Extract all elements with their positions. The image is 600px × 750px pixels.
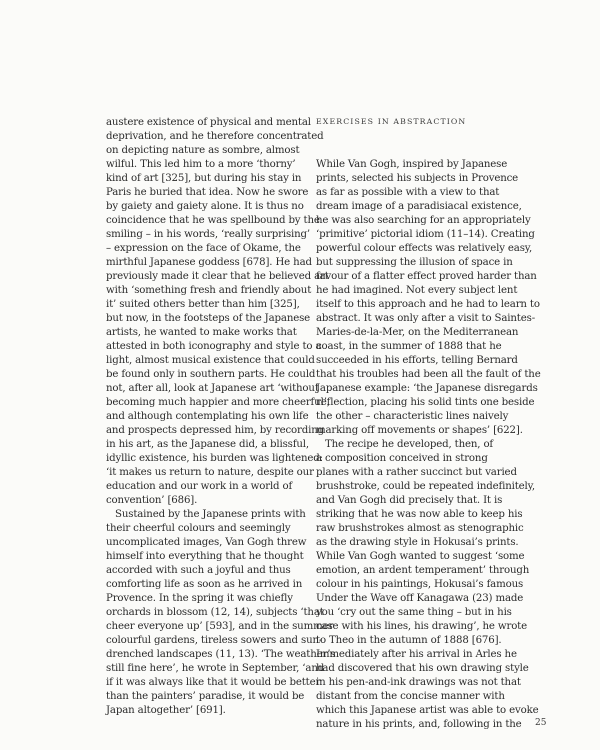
text-line: idyllic existence, his burden was lightened: [106,453,323,464]
text-line: distant from the concise manner with [316,691,505,702]
text-line: Immediately after his arrival in Arles he [316,649,517,660]
text-line: mirthful Japanese goddess [678]. He had [106,257,312,268]
text-line: austere existence of physical and mental [106,117,311,128]
text-line: attested in both iconography and style to a [106,341,322,352]
text-line: their cheerful colours and seemingly [106,523,291,534]
text-line: nature in his prints, and, following in the [316,719,522,730]
text-line: but suppressing the illusion of space in [316,257,513,268]
text-line: Sustained by the Japanese prints with [115,509,306,520]
text-line: case with his lines, his drawing’, he wrote [316,621,527,632]
text-line: and prospects depressed him, by recording [106,425,324,436]
text-line: if it was always like that it would be better [106,677,321,688]
text-line: smiling – in his words, ‘really surprising’ [106,229,310,240]
text-line: a composition conceived in strong [316,453,488,464]
text-line: he had imagined. Not every subject lent [316,285,518,296]
text-line: coincidence that he was spellbound by the [106,215,320,226]
text-line: but now, in the footsteps of the Japanese [106,313,311,324]
text-line: planes with a rather succinct but varied [316,467,517,478]
text-line: as the drawing style in Hokusai’s prints. [316,537,519,548]
text-line: himself into everything that he thought [106,551,304,562]
text-line: be found only in southern parts. He could [106,369,316,380]
text-line: deprivation, and he therefore concentrated [106,131,324,142]
text-line: light, almost musical existence that could [106,355,315,366]
text-line: the other – characteristic lines naively [316,411,509,422]
text-line: orchards in blossom (12, 14), subjects ‘that [106,607,324,618]
text-line: While Van Gogh, inspired by Japanese [316,159,508,170]
text-line: it’ suited others better than him [325], [106,299,300,310]
text-line: as far as possible with a view to that [316,187,500,198]
text-line: succeeded in his efforts, telling Bernard [316,355,518,366]
text-line: colourful gardens, tireless sowers and sun- [106,635,323,646]
text-line: not, after all, look at Japanese art ‘without [106,383,319,394]
text-line: previously made it clear that he believed art [106,271,329,282]
text-line: uncomplicated images, Van Gogh threw [106,537,307,548]
text-line: than the painters’ paradise, it would be [106,691,305,702]
text-line: artists, he wanted to make works that [106,327,297,338]
text-line: raw brushstrokes almost as stenographic [316,523,524,534]
text-line: Japanese example: ‘the Japanese disregards [316,383,538,394]
text-line: coast, in the summer of 1888 that he [316,341,502,352]
text-line: Maries-de-la-Mer, on the Mediterranean [316,327,519,338]
text-line: colour in his paintings, Hokusai’s famous [316,579,524,590]
text-line: drenched landscapes (11, 13). ‘The weather’s [106,649,336,660]
text-line: still fine here’, he wrote in September, ‘and [106,663,325,674]
text-line: abstract. It was only after a visit to Saintes- [316,313,536,324]
text-line: education and our work in a world of [106,481,293,492]
text-line: brushstroke, could be repeated indefinitely, [316,481,535,492]
text-line: emotion, an ardent temperament’ through [316,565,530,576]
text-line: powerful colour effects was relatively easy, [316,243,533,254]
text-line: The recipe he developed, then, of [325,439,494,450]
text-line: Under the Wave off Kanagawa (23) made [316,593,524,604]
text-line: with ‘something fresh and friendly about [106,285,312,296]
text-line: marking off movements or shapes’ [622]. [316,425,523,436]
text-line: kind of art [325], but during his stay in [106,173,302,184]
text-line: dream image of a paradisiacal existence, [316,201,522,212]
text-line: to Theo in the autumn of 1888 [676]. [316,635,502,646]
text-line: ‘it makes us return to nature, despite our [106,467,314,478]
text-line: Provence. In the spring it was chiefly [106,593,293,604]
text-line: striking that he was now able to keep his [316,509,523,520]
text-line: comforting life as soon as he arrived in [106,579,303,590]
section-heading: EXERCISES IN ABSTRACTION [316,117,467,126]
text-line: cheer everyone up’ [593], and in the summer [106,621,334,632]
text-line: prints, selected his subjects in Provence [316,173,519,184]
text-line: itself to this approach and he had to learn to [316,299,540,310]
text-line: becoming much happier and more cheerful’, [106,397,330,408]
text-line: and although contemplating his own life [106,411,309,422]
text-line: had discovered that his own drawing style [316,663,529,674]
text-line: by gaiety and gaiety alone. It is thus no [106,201,304,212]
text-line: wilful. This led him to a more ‘thorny’ [106,159,296,170]
text-line: – expression on the face of Okame, the [106,243,301,254]
text-line: Paris he buried that idea. Now he swore [106,187,309,198]
text-line: on depicting nature as sombre, almost [106,145,300,156]
text-line: he was also searching for an appropriately [316,215,531,226]
text-line: in his art, as the Japanese did, a blissful, [106,439,309,450]
text-line: that his troubles had been all the fault of the [316,369,541,380]
text-line: ‘primitive’ pictorial idiom (11–14). Creating [316,229,535,240]
text-line: reflection, placing his solid tints one beside [316,397,535,408]
text-line: favour of a flatter effect proved harder than [316,271,537,282]
text-line: While Van Gogh wanted to suggest ‘some [316,551,525,562]
text-line: you ‘cry out the same thing – but in his [316,607,512,618]
text-line: and Van Gogh did precisely that. It is [316,495,503,506]
text-line: in his pen-and-ink drawings was not that [316,677,521,688]
text-line: which this Japanese artist was able to evoke [316,705,539,716]
text-line: Japan altogether’ [691]. [106,705,226,716]
text-line: accorded with such a joyful and thus [106,565,291,576]
page-number: 25 [535,718,547,728]
text-line: convention’ [686]. [106,495,198,506]
